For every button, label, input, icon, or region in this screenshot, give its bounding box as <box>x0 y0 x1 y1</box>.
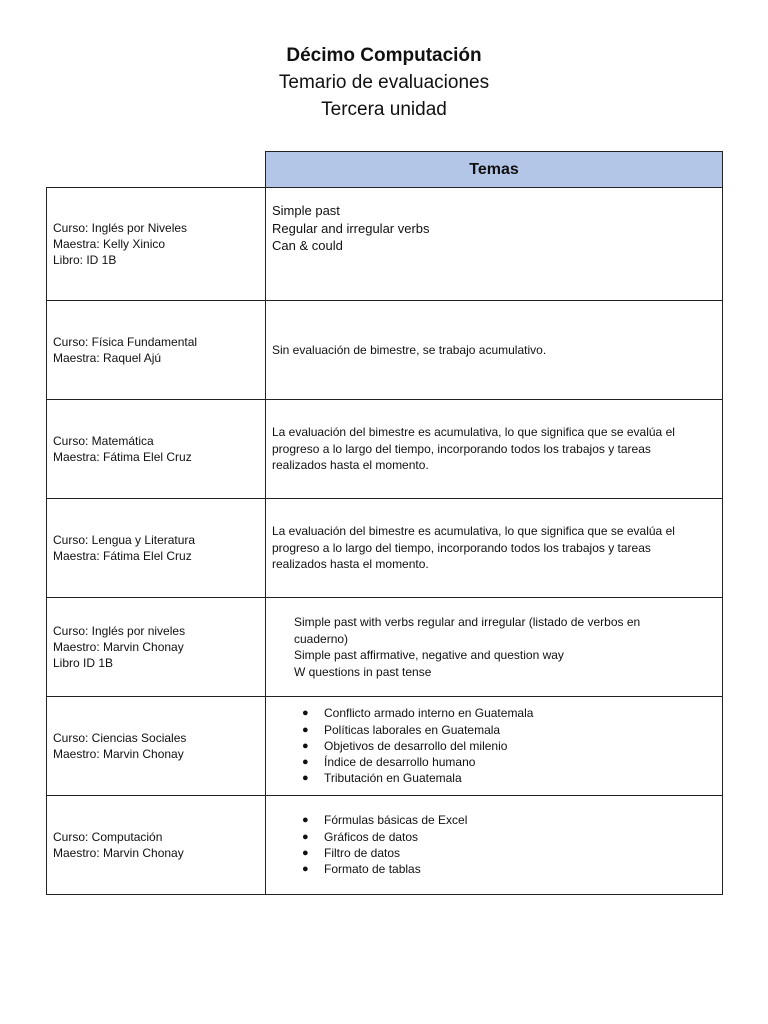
bullet-icon: ● <box>302 772 309 785</box>
course-cell <box>47 499 266 598</box>
book-name: Libro ID 1B <box>53 656 114 670</box>
course-name: Curso: Ciencias Sociales <box>53 731 187 745</box>
topic-line: Can & could <box>272 238 343 253</box>
bullet-icon: ● <box>302 847 309 859</box>
table-row <box>47 598 723 697</box>
list-item <box>302 829 714 845</box>
list-item <box>302 722 714 738</box>
course-name: Curso: Física Fundamental <box>53 335 198 349</box>
table-row <box>47 796 723 895</box>
course-cell <box>47 400 266 499</box>
topic-line: Fórmulas básicas de Excel <box>324 813 468 828</box>
bullet-icon: ● <box>302 830 309 843</box>
course-name: Curso: Lengua y Literatura <box>53 533 196 547</box>
topic-line: Gráficos de datos <box>324 829 419 844</box>
table-row <box>47 188 723 301</box>
teacher-name: Maestra: Fátima Elel Cruz <box>53 450 192 464</box>
teacher-name: Maestro: Marvin Chonay <box>53 640 184 654</box>
course-name: Curso: Inglés por Niveles <box>53 221 188 235</box>
topics-cell <box>266 188 723 301</box>
topic-line: Tributación en Guatemala <box>324 771 462 786</box>
topic-line: W questions in past tense <box>294 664 432 679</box>
document-unit: Tercera unidad <box>321 99 447 120</box>
document-subtitle: Temario de evaluaciones <box>278 72 490 93</box>
teacher-name: Maestra: Fátima Elel Cruz <box>53 549 192 563</box>
topics-cell <box>266 598 723 697</box>
list-item <box>302 845 714 861</box>
topics-cell <box>266 400 723 499</box>
course-name: Curso: Matemática <box>53 434 154 448</box>
list-item <box>302 754 714 770</box>
table-row <box>47 499 723 598</box>
course-cell <box>47 697 266 796</box>
topic-line: progreso a lo largo del tiempo, incorporando todos los trabajos y tareas <box>272 441 651 456</box>
topic-line: La evaluación del bimestre es acumulativa, lo que significa que se evalúa el <box>272 524 675 539</box>
bullet-icon: ● <box>302 756 309 769</box>
topic-line: realizados hasta el momento. <box>272 557 429 572</box>
book-name: Libro: ID 1B <box>53 253 117 267</box>
topic-line: Formato de tablas <box>324 862 421 877</box>
topic-line: Simple past <box>272 203 340 218</box>
topics-cell <box>266 301 723 400</box>
table-row <box>47 697 723 796</box>
topics-cell <box>266 499 723 598</box>
list-item <box>302 812 714 828</box>
topic-list <box>272 812 714 877</box>
table-row <box>47 301 723 400</box>
topic-line: realizados hasta el momento. <box>272 458 429 473</box>
table-row <box>47 400 723 499</box>
course-cell <box>47 598 266 697</box>
list-item <box>302 705 714 721</box>
list-item <box>302 738 714 754</box>
table-header-row <box>47 152 723 188</box>
header-empty-cell <box>47 152 266 188</box>
list-item <box>302 861 714 877</box>
teacher-name: Maestra: Raquel Ajú <box>53 351 162 365</box>
document-title: Décimo Computación <box>286 45 482 66</box>
bullet-icon: ● <box>302 814 309 827</box>
course-cell <box>47 301 266 400</box>
topics-table <box>46 151 723 895</box>
course-name: Curso: Computación <box>53 830 163 844</box>
topics-cell <box>266 796 723 895</box>
topic-list <box>272 705 714 786</box>
teacher-name: Maestra: Kelly Xinico <box>53 237 166 251</box>
bullet-icon: ● <box>302 739 309 752</box>
document-header <box>0 42 768 123</box>
topic-line: Filtro de datos <box>324 846 401 860</box>
topic-line: Simple past affirmative, negative and question way <box>294 648 564 662</box>
topic-line: cuaderno) <box>294 631 349 646</box>
bullet-icon: ● <box>302 707 309 720</box>
teacher-name: Maestro: Marvin Chonay <box>53 846 184 860</box>
bullet-icon: ● <box>302 863 309 876</box>
topic-line: La evaluación del bimestre es acumulativa, lo que significa que se evalúa el <box>272 425 675 440</box>
topic-line: Políticas laborales en Guatemala <box>324 722 501 737</box>
topics-cell <box>266 697 723 796</box>
bullet-icon: ● <box>302 723 309 736</box>
list-item <box>302 770 714 786</box>
topic-line: progreso a lo largo del tiempo, incorporando todos los trabajos y tareas <box>272 540 651 555</box>
topic-line: Índice de desarrollo humano <box>324 755 476 770</box>
topic-line: Sin evaluación de bimestre, se trabajo acumulativo. <box>272 342 547 357</box>
topic-line: Regular and irregular verbs <box>272 220 430 236</box>
teacher-name: Maestro: Marvin Chonay <box>53 747 184 761</box>
topic-line: Objetivos de desarrollo del milenio <box>324 738 508 753</box>
header-temas: Temas <box>266 152 723 188</box>
course-cell <box>47 796 266 895</box>
course-name: Curso: Inglés por niveles <box>53 624 186 638</box>
topic-line: Simple past with verbs regular and irregular (listado de verbos en <box>294 615 641 629</box>
topic-line: Conflicto armado interno en Guatemala <box>324 706 534 721</box>
course-cell <box>47 188 266 301</box>
